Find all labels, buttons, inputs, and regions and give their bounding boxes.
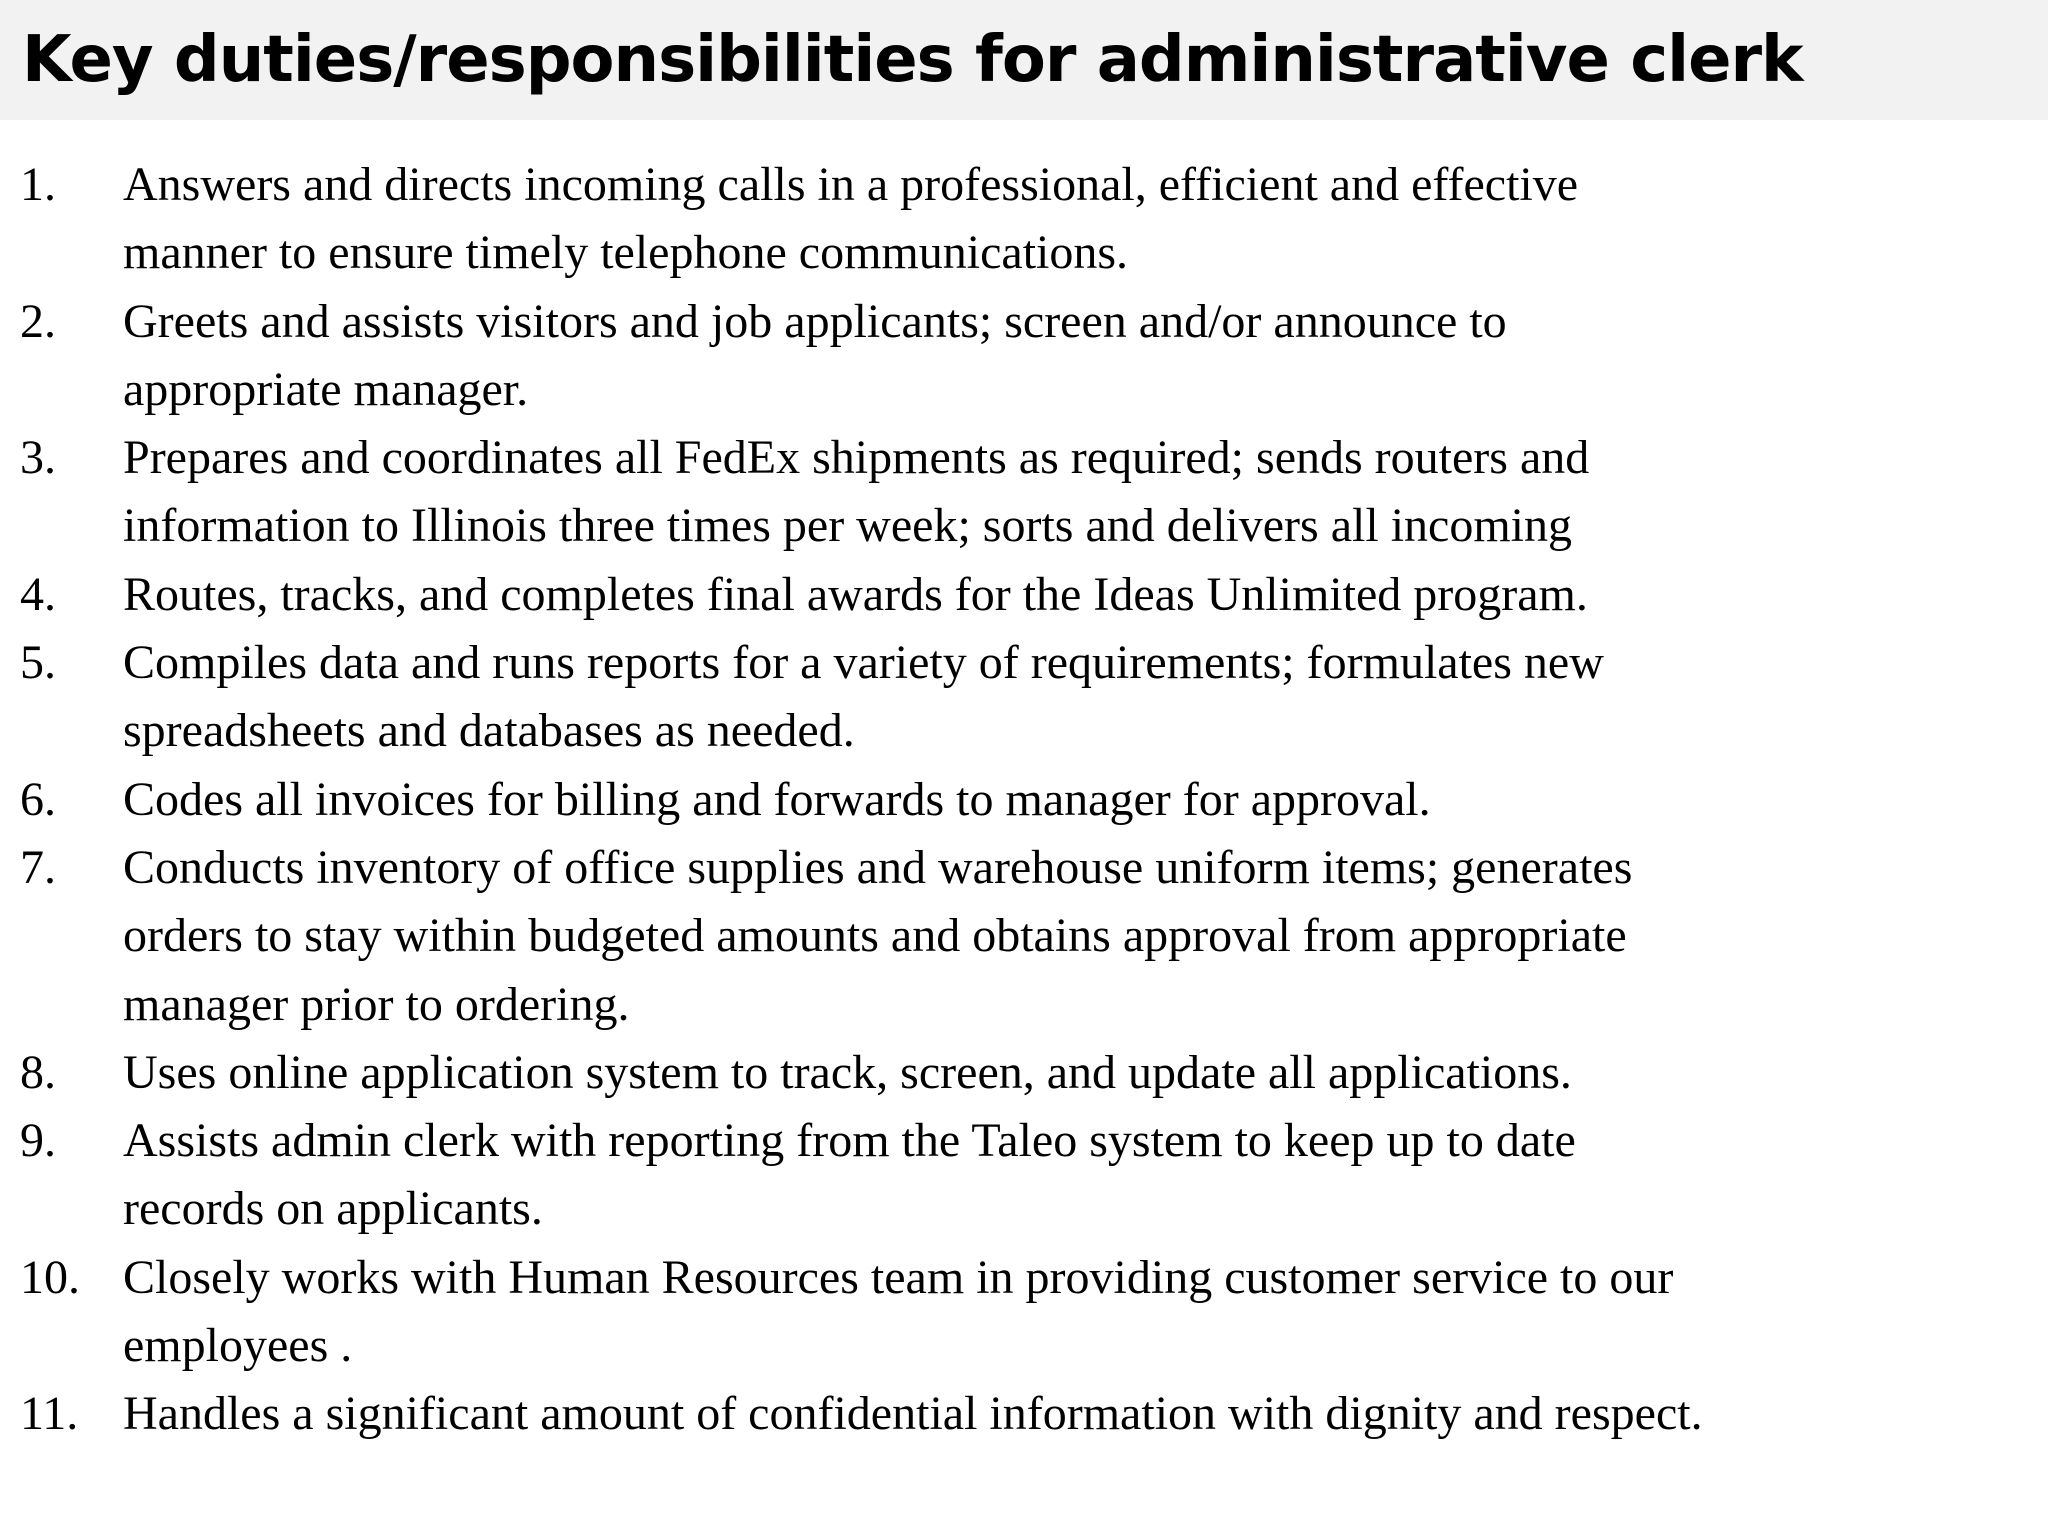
duty-text-line: Codes all invoices for billing and forwards to manager for approval. — [123, 772, 1431, 826]
duty-number: 7. — [20, 840, 56, 894]
duty-item-7 — [0, 834, 2048, 1039]
duty-text-line: Answers and directs incoming calls in a professional, efficient and effective — [123, 158, 1579, 211]
duty-item-2 — [0, 288, 2048, 425]
duty-text-line: manager prior to ordering. — [123, 977, 630, 1031]
duty-text-line: employees . — [123, 1319, 353, 1373]
duty-item-11 — [0, 1380, 2048, 1448]
duty-text-line: orders to stay within budgeted amounts and obtains approval from appropriate — [123, 909, 1627, 963]
duty-item-1 — [0, 151, 2048, 288]
duty-number: 3. — [20, 431, 56, 485]
duty-item-8 — [0, 1039, 2048, 1107]
duty-text-line: Uses online application system to track, screen, and update all applications. — [123, 1045, 1572, 1099]
duty-text-line: spreadsheets and databases as needed. — [123, 704, 855, 758]
duty-text-line: Conducts inventory of office supplies and warehouse uniform items; generates — [123, 840, 1633, 894]
duty-text-line: Compiles data and runs reports for a variety of requirements; formulates new — [123, 636, 1604, 690]
duty-text-line: records on applicants. — [123, 1182, 543, 1236]
duty-number: 1. — [20, 158, 56, 211]
duty-number: 9. — [20, 1114, 56, 1168]
duty-number: 11. — [20, 1387, 79, 1441]
duty-text-line: Assists admin clerk with reporting from the Taleo system to keep up to date — [123, 1114, 1576, 1168]
duty-number: 5. — [20, 636, 56, 690]
page-title: Key duties/responsibilities for administrative clerk — [22, 23, 1803, 97]
duty-item-6 — [0, 766, 2048, 834]
duty-number: 2. — [20, 294, 56, 348]
duties-list — [0, 151, 2048, 1449]
duty-text-line: Handles a significant amount of confidential information with dignity and respect. — [123, 1387, 1703, 1441]
duty-text-line: manner to ensure timely telephone communications. — [123, 226, 1129, 280]
duty-text-line: Closely works with Human Resources team in providing customer service to our — [123, 1250, 1674, 1304]
duty-text-line: appropriate manager. — [123, 362, 529, 416]
duty-text-line: Prepares and coordinates all FedEx shipments as required; sends routers and — [123, 431, 1590, 485]
duty-item-5 — [0, 629, 2048, 766]
duty-item-9 — [0, 1107, 2048, 1244]
duty-item-3 — [0, 424, 2048, 561]
duty-text-line: information to Illinois three times per week; sorts and delivers all incoming — [123, 499, 1572, 553]
duty-number: 8. — [20, 1045, 56, 1099]
duty-text-line: Greets and assists visitors and job applicants; screen and/or announce to — [123, 294, 1507, 348]
duty-text-line: Routes, tracks, and completes final awards for the Ideas Unlimited program. — [123, 567, 1588, 621]
title-bar — [0, 0, 2048, 120]
duty-item-10 — [0, 1244, 2048, 1381]
duty-item-4 — [0, 561, 2048, 629]
duty-number: 10. — [20, 1250, 80, 1304]
duty-number: 6. — [20, 772, 56, 826]
duty-number: 4. — [20, 567, 56, 621]
